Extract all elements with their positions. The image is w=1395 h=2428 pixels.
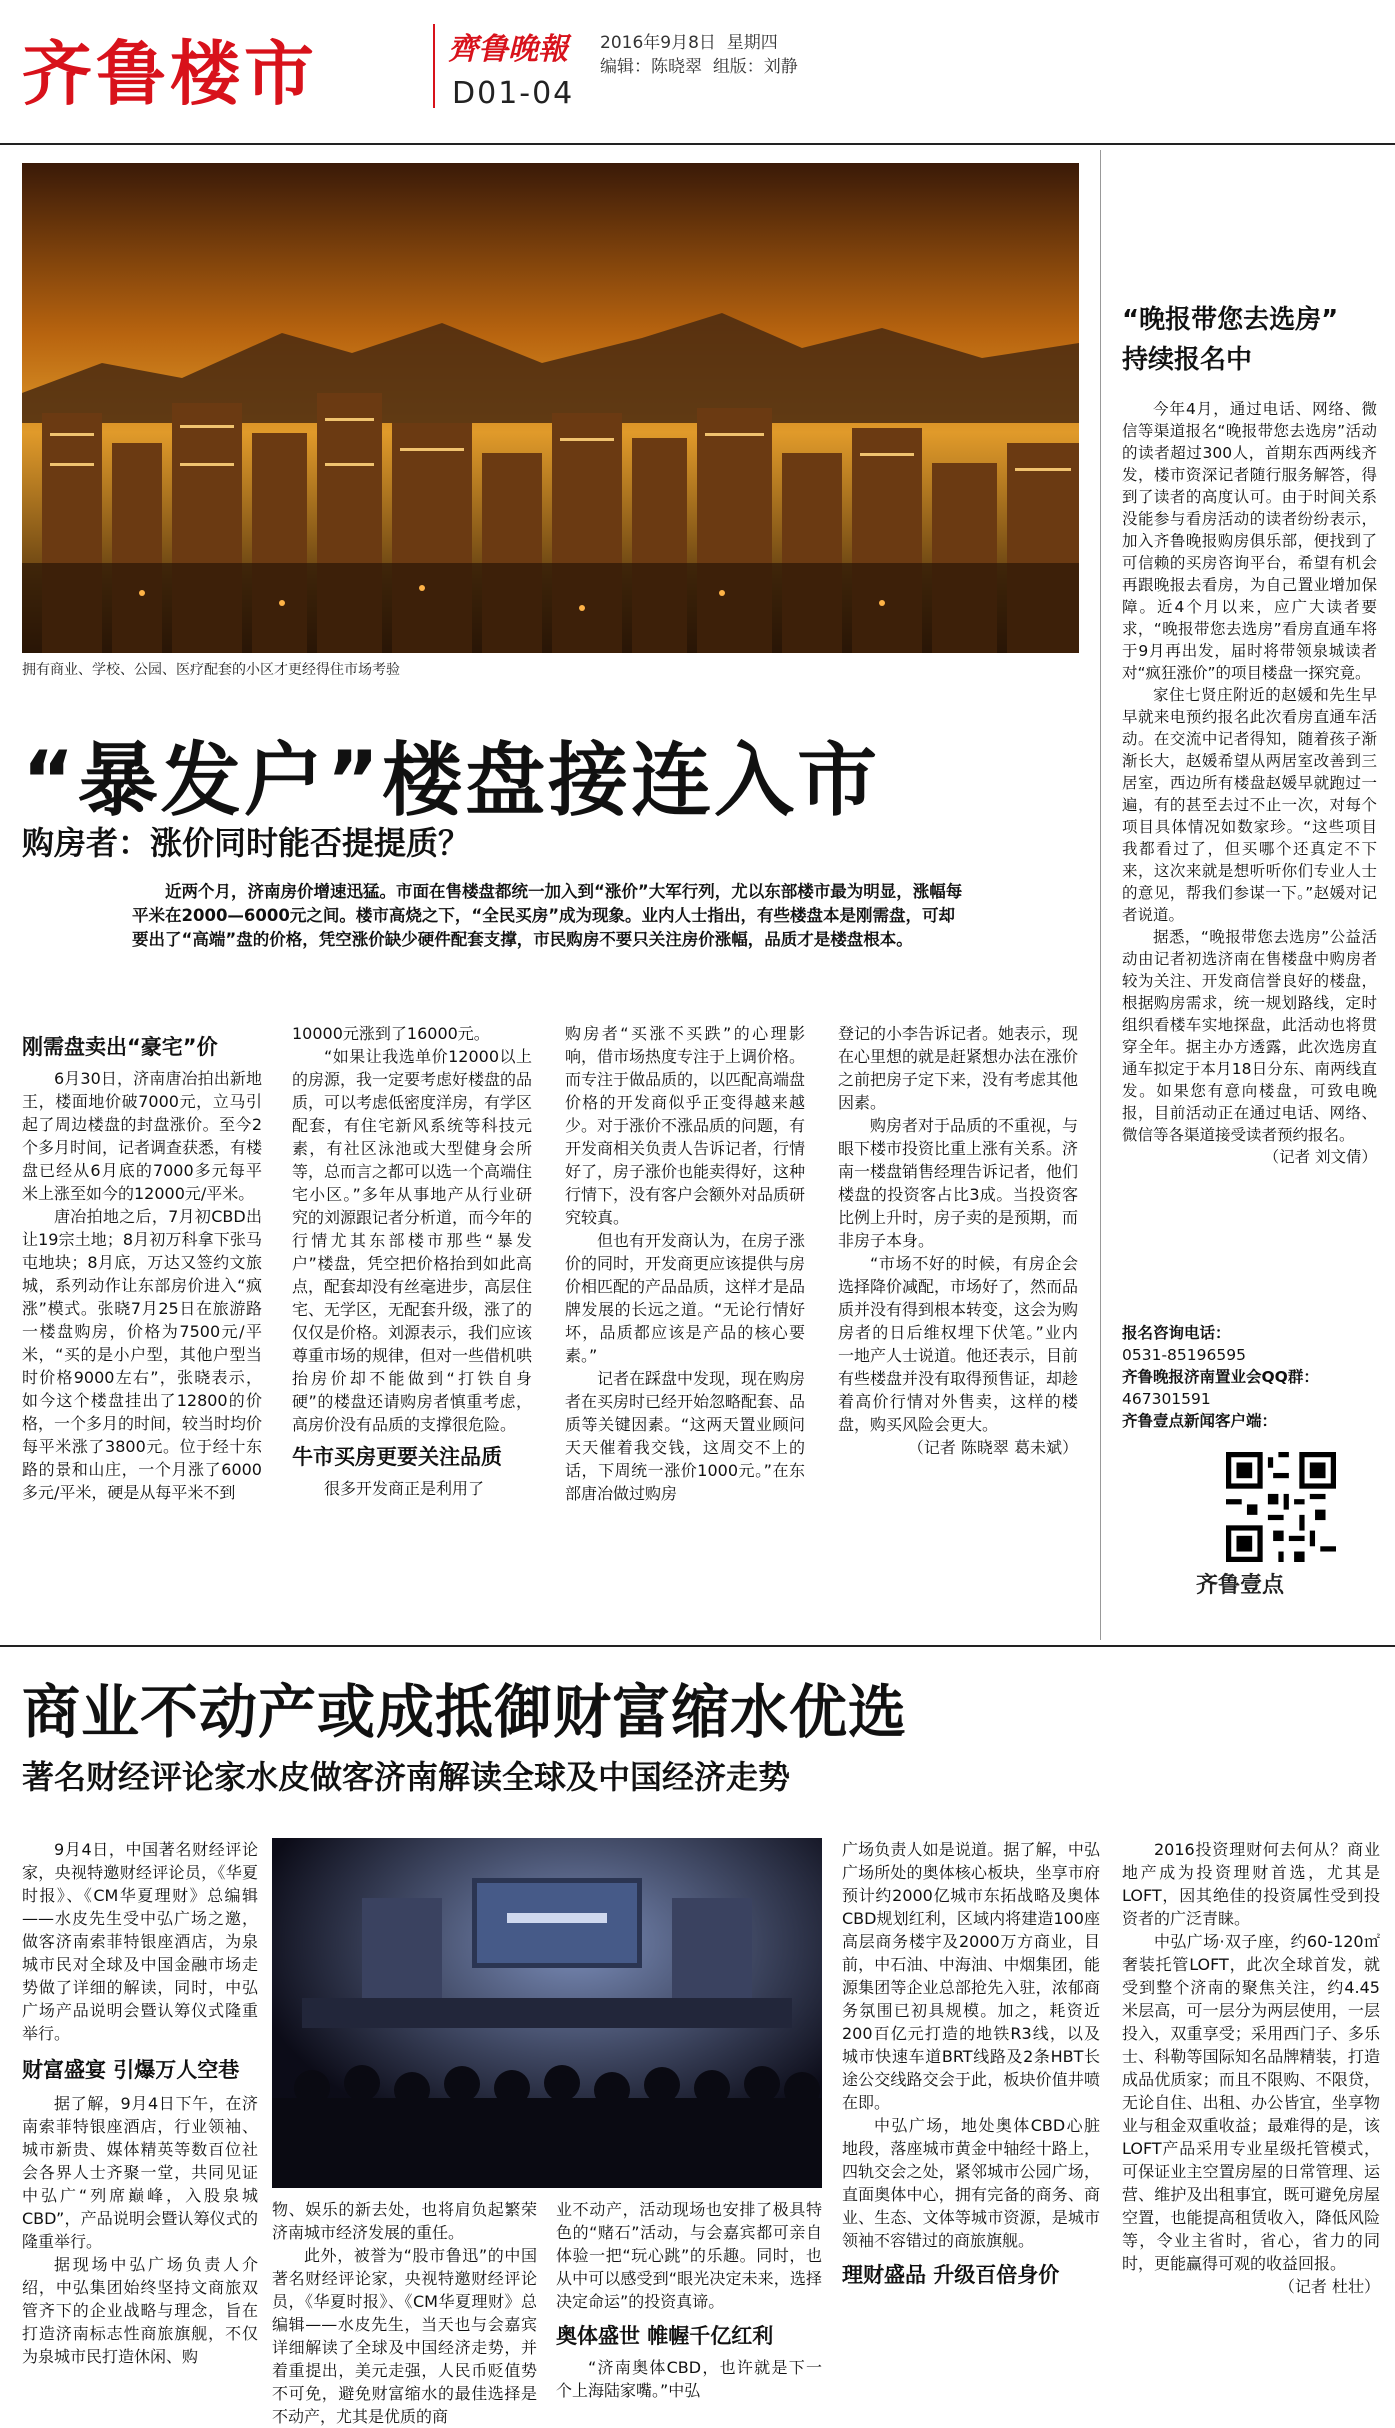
masthead <box>0 0 1395 120</box>
masthead-divider <box>433 24 435 108</box>
story2-subhead-1: 财富盛宴 引爆万人空巷 <box>22 2058 240 2082</box>
photo-caption: 拥有商业、学校、公园、医疗配套的小区才更经得住市场考验 <box>22 662 400 678</box>
story1-column-2 <box>292 1022 532 1500</box>
qr-brand-label: 齐鲁壹点 <box>1196 1573 1285 1598</box>
paragraph: 很多开发商正是利用了 <box>324 1479 485 1498</box>
paragraph: 购房者对于品质的不重视，与眼下楼市投资比重上涨有关系。济南一楼盘销售经理告诉记者，他们楼盘的投资客占比3成。当投资客比例上升时，房子卖的是预期，而非房子本身。 <box>838 1116 1079 1250</box>
byline: （记者 陈晓翠 葛未斌） <box>907 1438 1078 1457</box>
sidebar-headline: “晚报带您去选房” 持续报名中 <box>1122 305 1339 375</box>
paragraph: 中弘广场·双子座，约60-120㎡奢装托管LOFT，此次全球首发，就受到整个济南的聚焦关注，约4.45米层高，可一层分为两层使用，一层投入，双重享受；采用西门子、多乐士、科勒等国际知名品牌精装，打造成品优质家；而且不限购、不限贷，无论自住、出租、办公皆宜，坐享物业与租金双重收益；最难得的是，该LOFT产品采用专业星级托管模式，可保证业主空置房屋的日常管理、运营、维护及出租事宜，既可避免房屋空置，也能提高租赁收入，降低风险等，令业主省时，省心，省力的同时，更能赢得可观的收益回报。 <box>1122 1932 1380 2273</box>
story2-column-3 <box>556 2198 822 2402</box>
paragraph: 此外，被誉为“股市鲁迅”的中国著名财经评论家，央视特邀财经评论员，《华夏时报》、《CM华夏理财》总编辑——水皮先生，当天也与会嘉宾详细解读了全球及中国经济走势，并着重提出，美元走强，人民币贬值势不可免，避免财富缩水的最佳选择是不动产，尤其是优质的商 <box>272 2246 537 2426</box>
hotline-label: 报名咨询电话： <box>1122 1324 1231 1342</box>
byline: （记者 刘文倩） <box>1263 1148 1377 1166</box>
paragraph: “济南奥体CBD，也许就是下一个上海陆家嘴。”中弘 <box>556 2358 822 2400</box>
story2-subhead-2: 奥体盛世 帷幄千亿红利 <box>556 2324 774 2348</box>
paragraph: “市场不好的时候，有房企会选择降价减配，市场好了，然而品质并没有得到根本转变，这会为购房者的日后维权埋下伏笔。”业内一地产人士说道。他还表示，目前有些楼盘并没有取得预售证，却趁着高价行情对外售卖，这样的楼盘，购买风险会更大。 <box>838 1254 1079 1434</box>
section-title: 齐鲁楼市 <box>22 33 318 115</box>
hotline-number: 0531-85196595 <box>1122 1346 1246 1364</box>
city-night-photo <box>22 163 1079 653</box>
page-number: D01-04 <box>452 76 575 111</box>
paragraph: 登记的小李告诉记者。她表示，现在心里想的就是赶紧想办法在涨价之前把房子定下来，没有考虑其他因素。 <box>838 1024 1079 1112</box>
paper-logo: 齊鲁晚報 <box>448 32 568 67</box>
qq-number: 467301591 <box>1122 1390 1211 1408</box>
editor-credits: 编辑：陈晓翠 组版：刘静 <box>600 57 798 77</box>
paragraph: 记者在踩盘中发现，现在购房者在买房时已经开始忽略配套、品质等关键因素。“这两天置业顾问天天催着我交钱，这周交不上的话，下周统一涨价1000元。”在东部唐冶做过购房 <box>565 1369 806 1503</box>
paragraph: 今年4月，通过电话、网络、微信等渠道报名“晚报带您去选房”活动的读者超过300人，首期东西两线齐发，楼市资深记者随行服务解答，得到了读者的高度认可。由于时间关系没能参与看房活动的读者纷纷表示，加入齐鲁晚报购房俱乐部，便找到了可信赖的买房咨询平台，希望有机会再跟晚报去看房，为自己置业增加保障。近4个月以来，应广大读者要求，“晚报带您去选房”看房直通车将于9月再出发，届时将带领泉城读者对“疯狂涨价”的项目楼盘一探究竟。 <box>1122 400 1377 682</box>
paragraph: 但也有开发商认为，在房子涨价的同时，开发商更应该提供与房价相匹配的产品品质，这样才是品牌发展的长远之道。“无论行情好坏，品质都应该是产品的核心要素。” <box>565 1231 806 1365</box>
story1-column-4 <box>838 1022 1078 1459</box>
story1-column-1 <box>22 1036 262 1504</box>
paragraph: 唐冶拍地之后，7月初CBD出让19宗土地；8月初万科拿下张马屯地块；8月底，万达又签约文旅城，系列动作让东部房价进入“疯涨”模式。张晓7月25日在旅游路一楼盘购房，价格为7500元/平米，“买的是小户型，其他户型当时价格9000左右”，张晓表示，如今这个楼盘挂出了12800的价格，一个多月的时间，较当时均价每平米涨了3800元。位于经十东路的景和山庄，一个月涨了6000多元/平米，硬是从每平米不到 <box>22 1207 263 1502</box>
paragraph: 购房者“买涨不买跌”的心理影响，借市场热度专注于上调价格。而专注于做品质的，以匹配高端盘价格的开发商似乎正变得越来越少。对于涨价不涨品质的问题，有开发商相关负责人告诉记者，行情好了，房子涨价也能卖得好，这种行情下，没有客户会额外对品质研究较真。 <box>565 1024 806 1227</box>
conference-photo <box>272 1838 822 2188</box>
paragraph: 业不动产，活动现场也安排了极具特色的“赌石”活动，与会嘉宾都可亲自体验一把“玩心跳”的乐趣。同时，也从中可以感受到“眼光决定未来，选择决定命运”的投资真谛。 <box>556 2200 822 2311</box>
masthead-rule <box>0 143 1395 145</box>
paragraph: 9月4日，中国著名财经评论家，央视特邀财经评论员，《华夏时报》、《CM华夏理财》总编辑——水皮先生受中弘广场之邀，做客济南索菲特银座酒店，为泉城市民对全球及中国金融市场走势做了详细的解读，同时，中弘广场产品说明会暨认筹仪式隆重举行。 <box>22 1840 258 2043</box>
story1-subheadline: 购房者：涨价同时能否提提质？ <box>22 824 471 862</box>
paragraph: 物、娱乐的新去处，也将肩负起繁荣济南城市经济发展的重任。 <box>272 2200 537 2242</box>
app-label: 齐鲁壹点新闻客户端： <box>1122 1412 1278 1430</box>
story2-column-1 <box>22 1838 258 2368</box>
contact-info <box>1122 1322 1382 1432</box>
paragraph: “如果让我选单价12000以上的房源，我一定要考虑好楼盘的品质，可以考虑低密度洋房，有学区配套，有住宅新风系统等科技元素，有社区泳池或大型健身会所等，总而言之都可以选一个高端住宅小区。”多年从事地产从行业研究的刘源跟记者分析道，而今年的行情尤其东部楼市那些“暴发户”楼盘，凭空把价格抬到如此高点，配套却没有丝毫进步，高层住宅、无学区，无配套升级，涨了的仅仅是价格。刘源表示，我们应该尊重市场的规律，但对一些借机哄抬房价却不能做到“打铁自身硬”的楼盘还请购房者慎重考虑，高房价没有品质的支撑很危险。 <box>292 1047 533 1434</box>
qr-code-icon[interactable] <box>1226 1452 1336 1562</box>
paragraph: 据了解，9月4日下午，在济南索菲特银座酒店，行业领袖、城市新贵、媒体精英等数百位社会各界人士齐聚一堂，共同见证中弘广“列席巅峰，入股泉城CBD”，产品说明会暨认筹仪式的隆重举行。 <box>22 2094 258 2251</box>
paragraph: 6月30日，济南唐冶拍出新地王，楼面地价破7000元，立马引起了周边楼盘的封盘涨价。至今2个多月时间，记者调查获悉，有楼盘已经从6月底的7000多元每平米上涨至如今的12000元/平米。 <box>22 1069 263 1203</box>
paragraph: 据悉，“晚报带您去选房”公益活动由记者初选济南在售楼盘中购房者较为关注、开发商信誉良好的楼盘，根据购房需求，统一规划路线，定时组织看楼车实地探盘，此活动也将贯穿全年。据主办方透露，此次选房直通车拟定于本月18日分东、南两线直发。如果您有意向楼盘，可致电晚报，目前活动正在通过电话、网络、微信等各渠道接受读者预约报名。 <box>1122 928 1377 1144</box>
story1-subhead-1: 刚需盘卖出“豪宅”价 <box>22 1035 218 1059</box>
story2-column-2 <box>272 2198 537 2428</box>
sidebar-body <box>1122 398 1377 1168</box>
paragraph: 广场负责人如是说道。据了解，中弘广场所处的奥体核心板块，坐享市府预计约2000亿城市东拓战略及奥体CBD规划红利，区域内将建造100座高层商务楼宇及2000万方商业，目前，中石油、中海油、中烟集团，能源集团等企业总部抢先入驻，浓郁商务氛围已初具规模。加之，耗资近200百亿元打造的地铁R3线，以及城市快速车道BRT线路及2条HBT长途公交线路交会于此，板块价值井喷在即。 <box>842 1840 1100 2112</box>
story2-column-5 <box>1122 1838 1380 2298</box>
story1-subhead-2: 牛市买房更要关注品质 <box>292 1445 502 1469</box>
paragraph: 家住七贤庄附近的赵媛和先生早早就来电预约报名此次看房直通车活动。在交流中记者得知，随着孩子渐渐长大，赵媛希望从两居室改善到三居室，西边所有楼盘赵媛早就跑过一遍，有的甚至去过不止一次，对每个项目具体情况如数家珍。“这些项目我都看过了，但买哪个还真定不下来，这次来就是想听听你们专业人士的意见，帮我们参谋一下。”赵媛对记者说道。 <box>1122 686 1377 924</box>
paragraph: 据现场中弘广场负责人介绍，中弘集团始终坚持文商旅双管齐下的企业战略与理念，旨在打造济南标志性商旅旗舰，不仅为泉城市民打造休闲、购 <box>22 2255 258 2366</box>
paragraph: 10000元涨到了16000元。 <box>292 1024 490 1043</box>
section-rule <box>0 1645 1395 1647</box>
story2-subheadline: 著名财经评论家水皮做客济南解读全球及中国经济走势 <box>22 1758 791 1796</box>
story2-column-4 <box>842 1838 1100 2287</box>
qq-label: 齐鲁晚报济南置业会QQ群： <box>1122 1368 1319 1386</box>
sidebar-divider <box>1100 150 1101 1640</box>
story1-lead: 近两个月，济南房价增速迅猛。市面在售楼盘都统一加入到“涨价”大军行列，尤以东部楼市最为明显，涨幅每平米在2000—6000元之间。楼市高烧之下，“全民买房”成为现象。业内人士指出，有些楼盘本是刚需盘，可却要出了“高端”盘的价格，凭空涨价缺少硬件配套支撑，市民购房不要只关注房价涨幅，品质才是楼盘根本。 <box>132 882 963 949</box>
paragraph: 2016投资理财何去何从？商业地产成为投资理财首选，尤其是LOFT，因其绝佳的投资属性受到投资者的广泛青睐。 <box>1122 1840 1380 1928</box>
story2-headline: 商业不动产或成抵御财富缩水优选 <box>22 1678 908 1746</box>
story1-column-3 <box>565 1022 805 1505</box>
byline: （记者 杜壮） <box>1278 2277 1380 2296</box>
issue-date: 2016年9月8日 星期四 <box>600 33 778 53</box>
story2-subhead-3: 理财盛品 升级百倍身价 <box>842 2263 1060 2287</box>
paragraph: 中弘广场，地处奥体CBD心脏地段，落座城市黄金中轴经十路上，四轨交会之处，紧邻城市公园广场，直面奥体中心，拥有完备的商务、商业、生态、文体等城市资源，是城市领袖不容错过的商旅旗舰。 <box>842 2116 1100 2250</box>
story1-headline: “暴发户”楼盘接连入市 <box>22 734 881 827</box>
